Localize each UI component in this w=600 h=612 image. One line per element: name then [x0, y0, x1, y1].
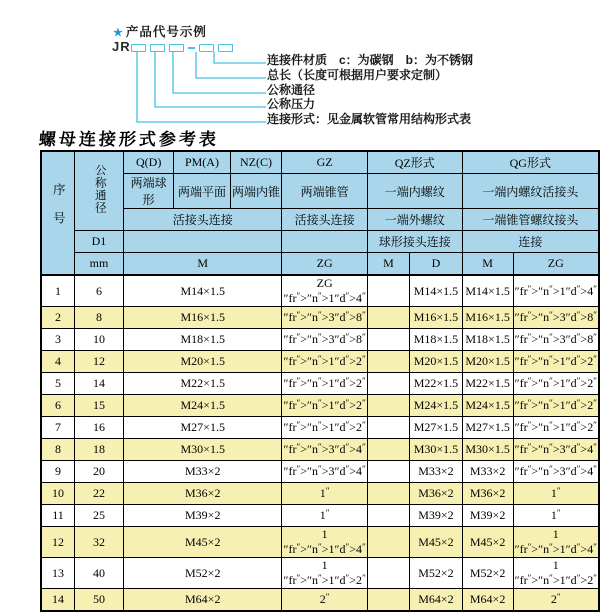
row-qg-zg: 1 ″fr″>″n″>1″d″>4″: [513, 527, 599, 558]
row-qg-zg: ″fr″>″n″>3″d″>8″: [513, 307, 599, 329]
header-dn: 公称通径: [74, 151, 123, 231]
row-dn: 22: [74, 483, 123, 505]
diagram-label-connection: 连接形式：见金属软管常用结构形式表: [267, 112, 472, 126]
row-gz-zg: ZG ″fr″>″n″>1″d″>4″: [283, 276, 366, 305]
code-box-2: [150, 44, 165, 52]
header-unit-d: D: [410, 253, 462, 276]
table-row: [41, 527, 599, 558]
row-m: M27×1.5: [123, 417, 281, 439]
header-unit-zg1: ZG: [282, 253, 367, 276]
row-qg-m: M64×2: [462, 589, 513, 612]
row-qz-m: [367, 558, 409, 589]
row-dn: 8: [74, 307, 123, 329]
code-box-5: [218, 44, 233, 52]
table-row: [41, 505, 599, 527]
header-empty-1: [123, 231, 281, 253]
header-end-qz: 一端内螺纹: [367, 174, 462, 209]
row-qg-m: M20×1.5: [462, 351, 513, 373]
row-m: M18×1.5: [123, 329, 281, 351]
table-row: [41, 307, 599, 329]
row-qz-m: [367, 589, 409, 612]
header-type-nz: NZ(C): [230, 151, 282, 174]
row-seq: 14: [41, 589, 74, 612]
row-qg-zg: ″fr″>″n″>1″d″>4″: [513, 275, 599, 307]
code-box-3: [169, 44, 184, 52]
header-mm: mm: [74, 253, 123, 276]
row-qg-zg: ″fr″>″n″>3″d″>4″: [513, 461, 599, 483]
header-unit-m3: M: [462, 253, 513, 276]
code-box-1: [131, 44, 146, 52]
row-qz-m: [367, 417, 409, 439]
row-seq: 2: [41, 307, 74, 329]
code-box-4: [199, 44, 214, 52]
row-qg-zg: 1″: [513, 483, 599, 505]
row-gz-zg: 2″: [282, 589, 367, 612]
row-m: M30×1.5: [123, 439, 281, 461]
row-seq: 13: [41, 558, 74, 589]
row-qz-d: M30×1.5: [410, 439, 462, 461]
row-qg-zg: 1″: [513, 505, 599, 527]
row-qz-m: [367, 505, 409, 527]
header-union-joint-gz: 活接头连接: [282, 209, 367, 231]
row-gz-zg: 1 ″fr″>″n″>1″d″>2″: [283, 558, 366, 587]
header-unit-zg2: ZG: [513, 253, 599, 276]
diagram-label-pressure: 公称压力: [267, 97, 316, 111]
row-m: M33×2: [123, 461, 281, 483]
row-qg-zg: ″fr″>″n″>1″d″>2″: [513, 395, 599, 417]
row-qz-m: [367, 373, 409, 395]
row-qg-zg: 1 ″fr″>″n″>1″d″>2″: [513, 558, 599, 589]
header-type-pm: PM(A): [174, 151, 230, 174]
row-qz-d: M14×1.5: [410, 275, 462, 307]
header-unit-m1: M: [123, 253, 281, 276]
row-gz-zg: 1″: [282, 483, 367, 505]
row-gz-zg: ″fr″>″n″>3″d″>8″: [282, 329, 367, 351]
row-seq: 3: [41, 329, 74, 351]
row-seq: 6: [41, 395, 74, 417]
row-seq: 12: [41, 527, 74, 558]
header-connect: 连接: [462, 231, 599, 253]
row-seq: 10: [41, 483, 74, 505]
row-qz-d: M22×1.5: [410, 373, 462, 395]
code-boxes: [131, 43, 237, 52]
header-seq: 序号: [41, 151, 74, 275]
row-dn: 14: [74, 373, 123, 395]
row-qg-m: M33×2: [462, 461, 513, 483]
row-qg-m: M52×2: [462, 558, 513, 589]
row-qg-m: M30×1.5: [462, 439, 513, 461]
table-row: [41, 589, 599, 612]
row-seq: 5: [41, 373, 74, 395]
code-prefix: JR: [112, 39, 131, 54]
row-dn: 20: [74, 461, 123, 483]
header-end-gz: 两端锥管: [282, 174, 367, 209]
table-row: [41, 351, 599, 373]
row-qz-d: M33×2: [410, 461, 462, 483]
header-empty-2: [282, 231, 367, 253]
row-qg-zg: ″fr″>″n″>1″d″>2″: [513, 351, 599, 373]
row-qz-d: M45×2: [410, 527, 462, 558]
row-gz-zg: ″fr″>″n″>1″d″>2″: [282, 395, 367, 417]
row-m: M64×2: [123, 589, 281, 612]
table-row: [41, 417, 599, 439]
table-title: 螺母连接形式参考表: [38, 130, 220, 150]
row-m: M45×2: [123, 527, 281, 558]
row-qg-m: M22×1.5: [462, 373, 513, 395]
header-type-qg: QG形式: [462, 151, 599, 174]
row-qg-m: M14×1.5: [462, 275, 513, 307]
row-dn: 18: [74, 439, 123, 461]
diagram-label-diameter: 公称通径: [267, 83, 316, 97]
row-m: M22×1.5: [123, 373, 281, 395]
row-qg-zg: ″fr″>″n″>3″d″>4″: [513, 439, 599, 461]
header-end-pm: 两端平面: [174, 174, 230, 209]
row-dn: 10: [74, 329, 123, 351]
row-dn: 50: [74, 589, 123, 612]
row-qz-d: M16×1.5: [410, 307, 462, 329]
row-gz-zg: ″fr″>″n″>3″d″>8″: [282, 307, 367, 329]
row-m: M39×2: [123, 505, 281, 527]
connector-lines: [130, 52, 270, 128]
row-qz-m: [367, 461, 409, 483]
row-qg-zg: ″fr″>″n″>1″d″>2″: [513, 417, 599, 439]
diagram-title: [113, 22, 207, 40]
row-qz-d: M36×2: [410, 483, 462, 505]
header-d1: D1: [74, 231, 123, 253]
nut-connection-reference-table: [40, 150, 600, 612]
star-icon: ★: [113, 27, 124, 39]
table-row: [41, 373, 599, 395]
row-qg-m: M39×2: [462, 505, 513, 527]
header-ext-thread: 一端外螺纹: [367, 209, 462, 231]
table-row: [41, 483, 599, 505]
table-row: [41, 395, 599, 417]
row-seq: 4: [41, 351, 74, 373]
table-row: [41, 461, 599, 483]
row-qz-m: [367, 275, 409, 307]
row-seq: 8: [41, 439, 74, 461]
header-ball-joint: 球形接头连接: [367, 231, 462, 253]
row-qz-d: M27×1.5: [410, 417, 462, 439]
table-row: [41, 439, 599, 461]
table-header: [41, 151, 599, 275]
row-dn: 32: [74, 527, 123, 558]
diagram-label-material: 连接件材质 c：为碳钢 b：为不锈钢: [267, 53, 474, 67]
row-gz-zg: ″fr″>″n″>3″d″>4″: [282, 461, 367, 483]
header-unit-m2: M: [367, 253, 409, 276]
row-dn: 6: [74, 275, 123, 307]
row-m: M52×2: [123, 558, 281, 589]
row-gz-zg: ″fr″>″n″>1″d″>2″: [282, 373, 367, 395]
row-gz-zg: ″fr″>″n″>3″d″>4″: [282, 439, 367, 461]
diagram-title-text: 产品代号示例: [125, 25, 207, 39]
row-qg-zg: ″fr″>″n″>3″d″>8″: [513, 329, 599, 351]
header-union-joint: 活接头连接: [123, 209, 281, 231]
header-type-qz: QZ形式: [367, 151, 462, 174]
row-qz-m: [367, 329, 409, 351]
row-qz-m: [367, 351, 409, 373]
row-dn: 12: [74, 351, 123, 373]
row-seq: 11: [41, 505, 74, 527]
row-qg-m: M24×1.5: [462, 395, 513, 417]
table-row: [41, 558, 599, 589]
header-type-gz: GZ: [282, 151, 367, 174]
row-seq: 7: [41, 417, 74, 439]
row-m: M20×1.5: [123, 351, 281, 373]
row-m: M36×2: [123, 483, 281, 505]
header-type-qd: Q(D): [123, 151, 173, 174]
header-end-nz: 两端内锥: [230, 174, 282, 209]
row-gz-zg: 1″: [282, 505, 367, 527]
row-seq: 9: [41, 461, 74, 483]
row-qg-m: M45×2: [462, 527, 513, 558]
row-qg-m: M36×2: [462, 483, 513, 505]
row-qz-m: [367, 307, 409, 329]
row-qg-m: M16×1.5: [462, 307, 513, 329]
row-m: M16×1.5: [123, 307, 281, 329]
row-qz-d: M24×1.5: [410, 395, 462, 417]
row-m: M14×1.5: [123, 275, 281, 307]
row-qg-zg: ″fr″>″n″>1″d″>2″: [513, 373, 599, 395]
row-qz-d: M52×2: [410, 558, 462, 589]
row-qz-d: M18×1.5: [410, 329, 462, 351]
row-qg-zg: 2″: [513, 589, 599, 612]
row-gz-zg: ″fr″>″n″>1″d″>2″: [282, 417, 367, 439]
table-body: [41, 275, 599, 611]
row-qz-m: [367, 483, 409, 505]
row-qg-m: M18×1.5: [462, 329, 513, 351]
row-m: M24×1.5: [123, 395, 281, 417]
row-gz-zg: 1 ″fr″>″n″>1″d″>4″: [283, 527, 366, 556]
row-seq: 1: [41, 275, 74, 307]
row-qg-m: M27×1.5: [462, 417, 513, 439]
header-end-qd: 两端球形: [123, 174, 173, 209]
row-qz-d: M64×2: [410, 589, 462, 612]
table-row: [41, 275, 599, 307]
header-end-qg: 一端内螺纹活接头: [462, 174, 599, 209]
row-qz-d: M39×2: [410, 505, 462, 527]
row-qz-m: [367, 395, 409, 417]
diagram-label-length: 总长（长度可根据用户要求定制）: [267, 68, 448, 82]
row-dn: 15: [74, 395, 123, 417]
row-dn: 16: [74, 417, 123, 439]
table-row: [41, 329, 599, 351]
row-qz-m: [367, 527, 409, 558]
row-dn: 25: [74, 505, 123, 527]
row-qz-m: [367, 439, 409, 461]
header-taper-joint: 一端锥管螺纹接头: [462, 209, 599, 231]
row-gz-zg: ″fr″>″n″>1″d″>2″: [282, 351, 367, 373]
code-dash: [188, 47, 195, 49]
row-dn: 40: [74, 558, 123, 589]
row-qz-d: M20×1.5: [410, 351, 462, 373]
